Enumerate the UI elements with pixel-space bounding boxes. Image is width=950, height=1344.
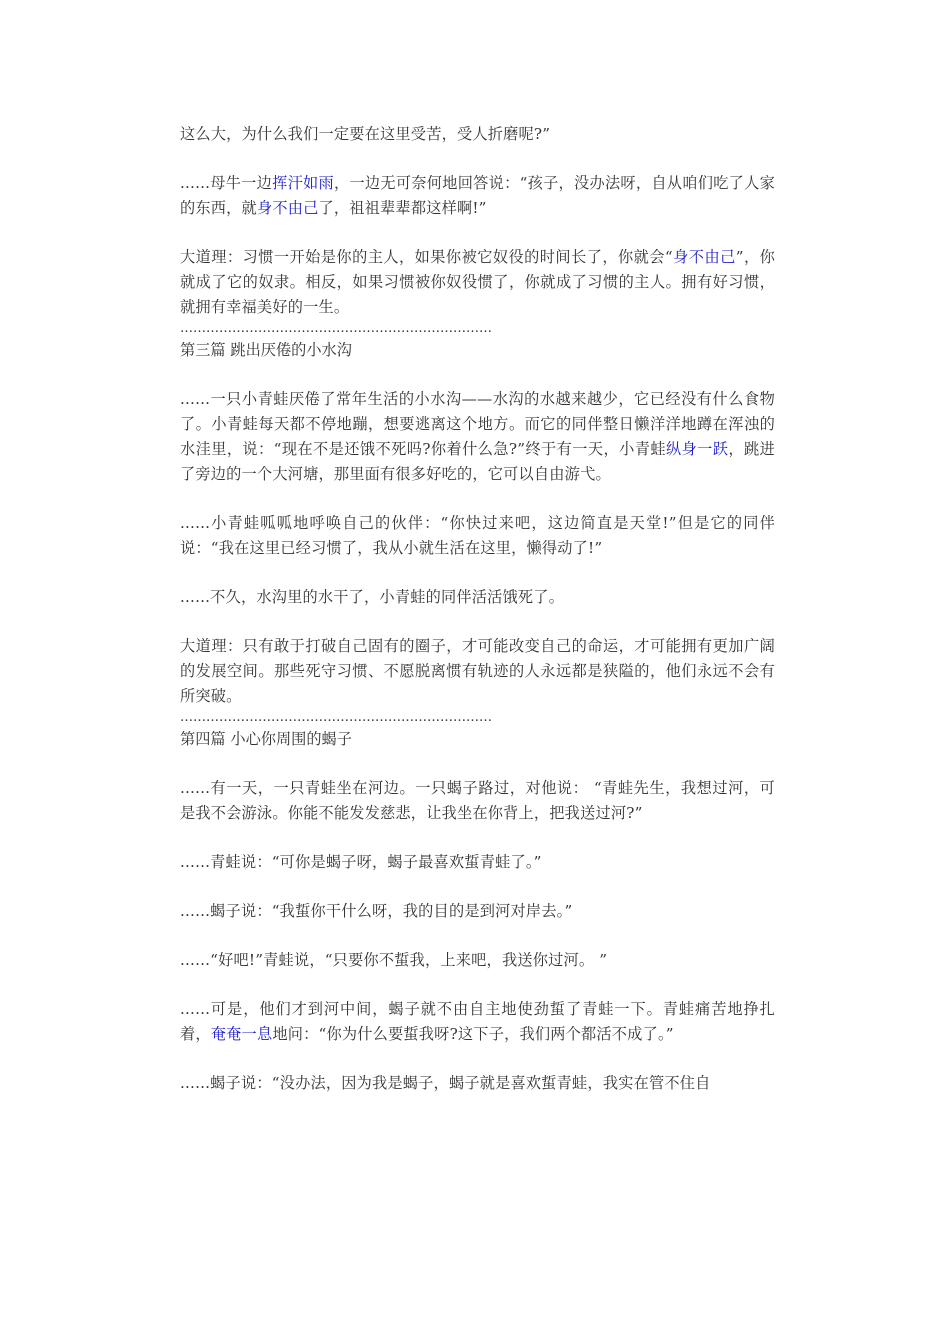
- paragraph-text: 大道理：习惯一开始是你的主人，如果你被它奴役的时间长了，你就会“: [180, 248, 673, 266]
- idiom-link[interactable]: 奄奄一息: [210, 1025, 273, 1043]
- story-paragraph: ......小青蛙呱呱地呼唤自己的伙伴：“你快过来吧，这边简直是天堂!”但是它的同伴说：“我在这里已经习惯了，我从小就生活在这里，懒得动了!”: [180, 514, 775, 557]
- section-separator: ………………………………………………………………: [180, 710, 492, 725]
- section-title: 第四篇 小心你周围的蝎子: [180, 730, 352, 748]
- moral-paragraph: 大道理：只有敢于打破自己固有的圈子，才可能改变自己的命运，才可能拥有更加广阔的发展空间。那些死守习惯、不愿脱离惯有轨迹的人永远都是狭隘的，他们永远不会有所突破。: [180, 637, 775, 705]
- story-paragraph: ......青蛙说：“可你是蝎子呀，蝎子最喜欢蜇青蛙了。”: [180, 853, 542, 871]
- paragraph-text: 了，祖祖辈辈都这样啊!”: [318, 199, 487, 217]
- idiom-link[interactable]: 身不由己: [256, 199, 319, 217]
- paragraph-text: ......一只小青蛙厌倦了常年生活的小水沟——水沟的水越来越少，它已经没有什么食物了。小青蛙每天都不停地蹦，想要逃离这个地方。而它的同伴整日懒洋洋地蹲在浑浊的水洼里，说：“现在不是还饿不死吗?你着什么急?”终于有一天，小青蛙: [180, 390, 775, 458]
- section-title: 第三篇 跳出厌倦的小水沟: [180, 341, 352, 359]
- paragraph-text: ，一边无可奈何地回答说：“孩子，没办法呀，自从咱们吃了人家的东西，就: [180, 174, 775, 217]
- story-paragraph: ......蝎子说：“我蜇你干什么呀，我的目的是到河对岸去。”: [180, 902, 573, 920]
- moral-paragraph: [180, 245, 775, 320]
- story-paragraph: ......蝎子说：“没办法，因为我是蝎子，蝎子就是喜欢蜇青蛙，我实在管不住自: [180, 1074, 711, 1092]
- idiom-link[interactable]: 纵身一跃: [665, 440, 729, 458]
- story-paragraph: ......不久，水沟里的水干了，小青蛙的同伴活活饿死了。: [180, 588, 565, 606]
- story-paragraph: ......“好吧!”青蛙说，“只要你不蜇我，上来吧，我送你过河。 ”: [180, 951, 608, 969]
- idiom-link[interactable]: 挥汗如雨: [272, 174, 334, 192]
- document-page: [180, 122, 775, 1096]
- idiom-link[interactable]: 身不由己: [672, 248, 736, 266]
- paragraph-text: ......可是，他们才到河中间，蝎子就不由自主地使劲蜇了青蛙一下。青蛙痛苦地挣扎着，: [180, 1000, 775, 1043]
- paragraph-text: ”，你就成了它的奴隶。相反，如果习惯被你奴役惯了，你就成了习惯的主人。拥有好习惯，就拥有幸福美好的一生。: [180, 248, 775, 316]
- story-paragraph: [180, 387, 775, 487]
- story-paragraph: [180, 122, 775, 147]
- story-paragraph: [180, 171, 775, 221]
- paragraph-text: 地问：“你为什么要蜇我呀?这下子，我们两个都活不成了。”: [272, 1025, 674, 1043]
- section-separator: ………………………………………………………………: [180, 321, 492, 336]
- story-paragraph: [180, 997, 775, 1047]
- story-paragraph: ......有一天，一只青蛙坐在河边。一只蝎子路过，对他说： “青蛙先生，我想过河，可是我不会游泳。你能不能发发慈悲，让我坐在你背上，把我送过河?”: [180, 779, 775, 822]
- paragraph-text: ，跳进了旁边的一个大河塘，那里面有很多好吃的，它可以自由游弋。: [180, 440, 775, 483]
- paragraph-text: 这么大，为什么我们一定要在这里受苦，受人折磨呢?”: [180, 125, 551, 143]
- paragraph-text: ......母牛一边: [180, 174, 273, 192]
